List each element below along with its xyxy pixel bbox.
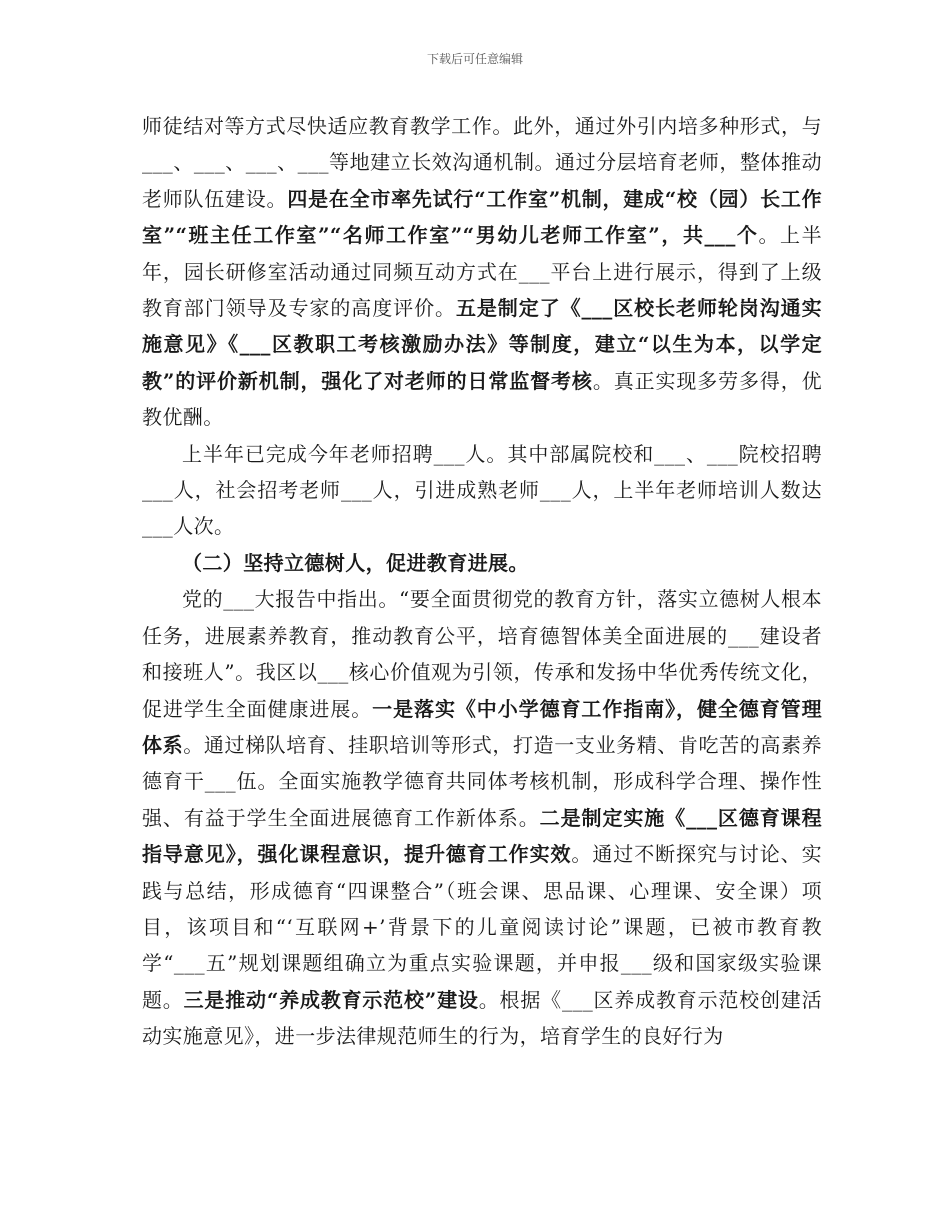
text-run: 。根据《___区养成教育示范校创建活动实施意见》，进一步法律规范师生的行为，培育学生的良好行为 xyxy=(142,987,822,1049)
bold-text-run: 一是落实《中小学德育工作指南》，健全德育管理体系 xyxy=(142,696,822,757)
paragraph-3 xyxy=(142,581,822,1054)
bold-text-run: 三是推动“养成教育示范校”建设 xyxy=(183,987,479,1012)
bold-text-run: 五是制定了《___区校长老师轮岗沟通实施意见》《___区教职工考核激励办法》等制度，建立“以生为本，以学定教”的评价新机制，强化了对老师的日常监督考核 xyxy=(142,296,822,393)
text-run: 党的___大报告中指出。“要全面贯彻党的教育方针，落实立德树人根本任务，进展素养教育，推动教育公平，培育德智体美全面进展的___建设者和接班人”。我区以___核心价值观为引领，传承和发扬中华优秀传统文化，促进学生全面健康进展。 xyxy=(142,587,822,721)
section-heading xyxy=(142,545,822,581)
text-run: 师徒结对等方式尽快适应教育教学工作。此外，通过外引内培多种形式，与___、___、___、___等地建立长效沟通机制。通过分层培育老师，整体推动老师队伍建设。 xyxy=(142,114,822,211)
bold-text-run: 二是制定实施《___区德育课程指导意见》，强化课程意识，提升德育工作实效 xyxy=(142,805,823,867)
text-run: 。通过不断探究与讨论、实践与总结，形成德育“四课整合”（班会课、思品课、心理课、安全课）项目，该项目和“‘互联网+’背景下的儿童阅读讨论”课题，已被市教育教学“___五”规划课题组确立为重点实验课题，并申报___级和国家级实验课题。 xyxy=(142,842,822,1012)
paragraph-2 xyxy=(142,436,822,545)
document-body xyxy=(142,108,822,1055)
text-run: 上半年已完成今年老师招聘___人。其中部属院校和___、___院校招聘___人，社会招考老师___人，引进成熟老师___人，上半年老师培训人数达___人次。 xyxy=(142,441,822,539)
page-header: 下载后可任意编辑 xyxy=(426,52,523,66)
text-run: 。真正实现多劳多得，优教优酬。 xyxy=(142,368,822,430)
paragraph-1 xyxy=(142,108,822,436)
bold-text-run: 四是在全市率先试行“工作室”机制，建成“校（园）长工作室”“班主任工作室”“名师工作室”“男幼儿老师工作室”，共___个 xyxy=(142,186,822,248)
text-run: 。上半年，园长研修室活动通过同频互动方式在___平台上进行展示，得到了上级教育部门领导及专家的高度评价。 xyxy=(142,223,822,321)
bold-text-run: （二）坚持立德树人，促进教育进展。 xyxy=(182,550,529,575)
text-run: 。通过梯队培育、挂职培训等形式，打造一支业务精、肯吃苦的高素养德育干___伍。全面实施教学德育共同体考核机制，形成科学合理、操作性强、有益于学生全面进展德育工作新体系。 xyxy=(142,732,822,830)
